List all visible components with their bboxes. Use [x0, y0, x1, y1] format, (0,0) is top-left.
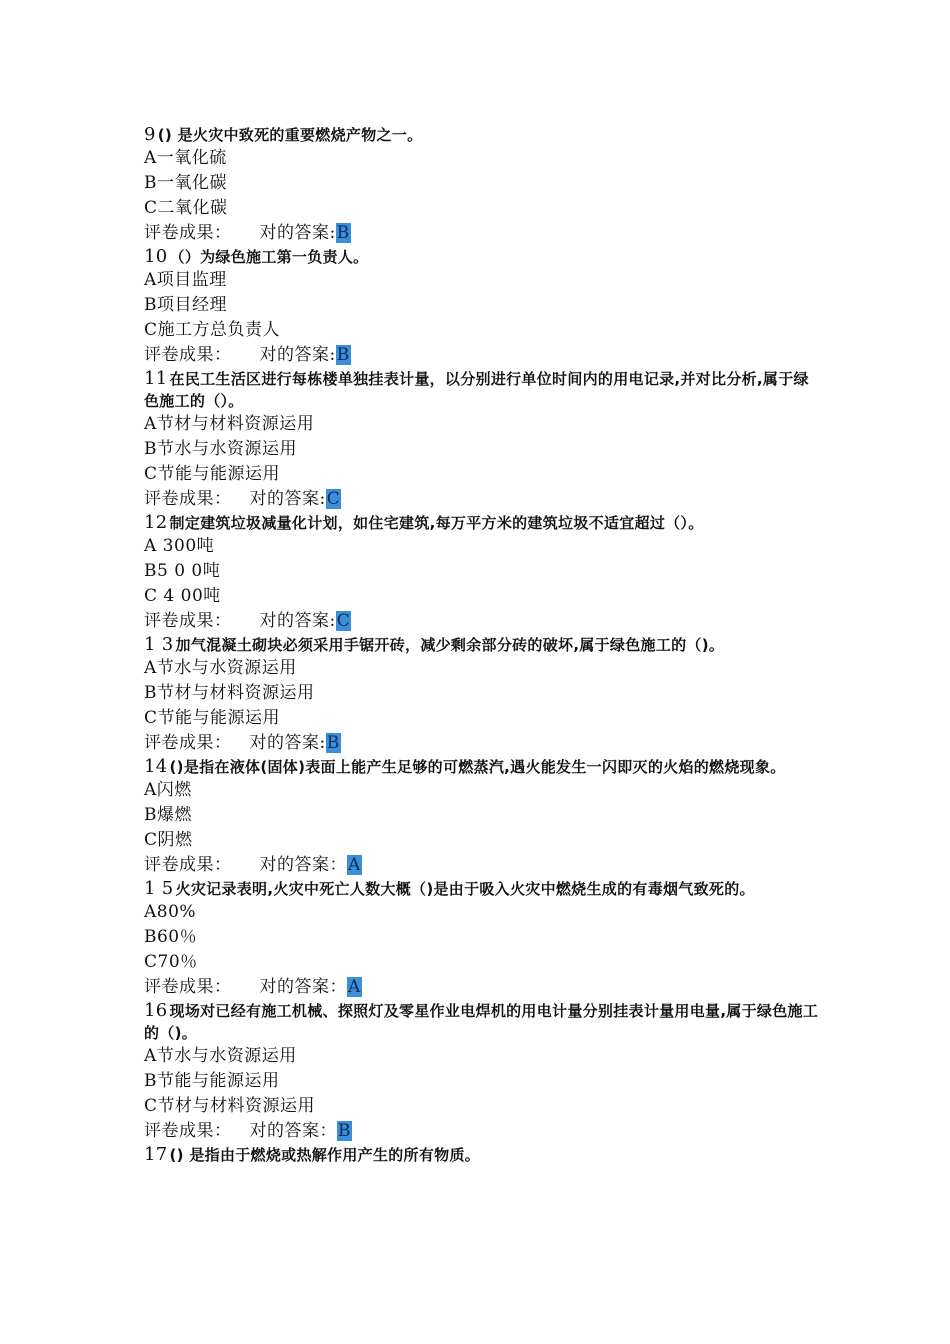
document-page	[144, 124, 824, 1166]
answer-highlight: A	[348, 855, 361, 875]
result-label: 评卷成果：	[144, 345, 232, 365]
option-b: B节水与水资源运用	[144, 439, 297, 459]
option-a: A节水与水资源运用	[144, 1046, 297, 1066]
correct-label: 对的答案:	[249, 489, 326, 509]
result-line	[144, 487, 824, 512]
question-stem: 火灾记录表明,火灾中死亡人数大概（)是由于吸入火灾中燃烧生成的有毒烟气致死的。	[175, 880, 755, 898]
option-c: C节材与材料资源运用	[144, 1096, 316, 1116]
result-label: 评卷成果：	[144, 611, 232, 631]
option-c: C节能与能源运用	[144, 464, 281, 484]
result-line	[144, 1119, 824, 1144]
question-9	[144, 124, 824, 246]
question-number: 11	[144, 368, 168, 389]
question-stem: （）为绿色施工第一负责人。	[169, 248, 369, 266]
question-number: 1 5	[144, 878, 174, 899]
question-text	[144, 756, 824, 778]
option-c: C节能与能源运用	[144, 708, 281, 728]
correct-label: 对的答案:	[249, 733, 326, 753]
option-a: A项目监理	[144, 270, 227, 290]
question-stem: 在民工生活区进行每栋楼单独挂表计量，以分别进行单位时间内的用电记录,并对比分析,属于绿色施工的（）。	[144, 370, 809, 410]
option-b: B5 0 0吨	[144, 561, 221, 581]
correct-label: 对的答案:	[259, 345, 336, 365]
question-text	[144, 246, 824, 268]
answer-highlight: A	[348, 977, 361, 997]
answer-highlight: B	[336, 345, 350, 365]
option-c: C 4 00吨	[144, 586, 221, 606]
answer-highlight: B	[336, 223, 350, 243]
question-number: 9	[144, 124, 156, 145]
option-b: B项目经理	[144, 295, 227, 315]
option-a: A80%	[144, 902, 197, 922]
answer-highlight: B	[338, 1121, 351, 1141]
option-a: A一氧化硫	[144, 148, 227, 168]
option-b: B60％	[144, 927, 198, 947]
correct-label: 对的答案:	[259, 611, 336, 631]
question-text	[144, 634, 824, 656]
correct-label: 对的答案：	[259, 977, 347, 997]
result-label: 评卷成果：	[144, 733, 232, 753]
result-label: 评卷成果：	[144, 855, 232, 875]
question-text	[144, 878, 824, 900]
result-line	[144, 221, 824, 246]
answer-highlight: B	[326, 733, 340, 753]
question-11	[144, 368, 824, 512]
question-stem: 现场对已经有施工机械、探照灯及零星作业电焊机的用电计量分别挂表计量用电量,属于绿色施工的（)。	[144, 1002, 819, 1042]
question-13	[144, 634, 824, 756]
option-c: C施工方总负责人	[144, 320, 281, 340]
question-stem: () 是指由于燃烧或热解作用产生的所有物质。	[169, 1146, 481, 1164]
answer-highlight: C	[326, 489, 341, 509]
result-label: 评卷成果：	[144, 223, 232, 243]
option-b: B节材与材料资源运用	[144, 683, 315, 703]
question-stem: 加气混凝土砌块必须采用手锯开砖，减少剩余部分砖的破坏,属于绿色施工的（)。	[175, 636, 725, 654]
result-line	[144, 609, 824, 634]
question-stem: () 是火灾中致死的重要燃烧产物之一。	[157, 126, 423, 144]
option-a: A节水与水资源运用	[144, 658, 297, 678]
option-a: A 300吨	[144, 536, 215, 556]
correct-label: 对的答案：	[259, 855, 347, 875]
option-c: C70％	[144, 952, 198, 972]
option-b: B节能与能源运用	[144, 1071, 280, 1091]
result-line	[144, 731, 824, 756]
result-line	[144, 853, 824, 878]
result-label: 评卷成果：	[144, 1121, 232, 1141]
correct-label: 对的答案：	[249, 1121, 337, 1141]
answer-highlight: C	[336, 611, 351, 631]
question-text	[144, 124, 824, 146]
question-15	[144, 878, 824, 1000]
correct-label: 对的答案:	[259, 223, 336, 243]
question-stem: 制定建筑垃圾减量化计划，如住宅建筑,每万平方米的建筑垃圾不适宜超过（）。	[169, 514, 704, 532]
question-text	[144, 368, 824, 412]
result-label: 评卷成果：	[144, 977, 232, 997]
question-stem: ()是指在液体(固体)表面上能产生足够的可燃蒸汽,遇火能发生一闪即灭的火焰的燃烧现象。	[169, 758, 786, 776]
question-text	[144, 1000, 824, 1044]
result-line	[144, 343, 824, 368]
option-a: A闪燃	[144, 780, 192, 800]
question-number: 1 3	[144, 634, 174, 655]
question-text	[144, 1144, 824, 1166]
option-c: C阴燃	[144, 830, 193, 850]
question-text	[144, 512, 824, 534]
option-b: B爆燃	[144, 805, 192, 825]
question-number: 17	[144, 1144, 168, 1165]
question-12	[144, 512, 824, 634]
question-14	[144, 756, 824, 878]
option-a: A节材与材料资源运用	[144, 414, 315, 434]
question-16	[144, 1000, 824, 1144]
question-number: 14	[144, 756, 168, 777]
result-label: 评卷成果：	[144, 489, 232, 509]
question-number: 10	[144, 246, 168, 267]
option-b: B一氧化碳	[144, 173, 227, 193]
question-10	[144, 246, 824, 368]
result-line	[144, 975, 824, 1000]
option-c: C二氧化碳	[144, 198, 228, 218]
question-17	[144, 1144, 824, 1166]
question-number: 12	[144, 512, 168, 533]
question-number: 16	[144, 1000, 168, 1021]
